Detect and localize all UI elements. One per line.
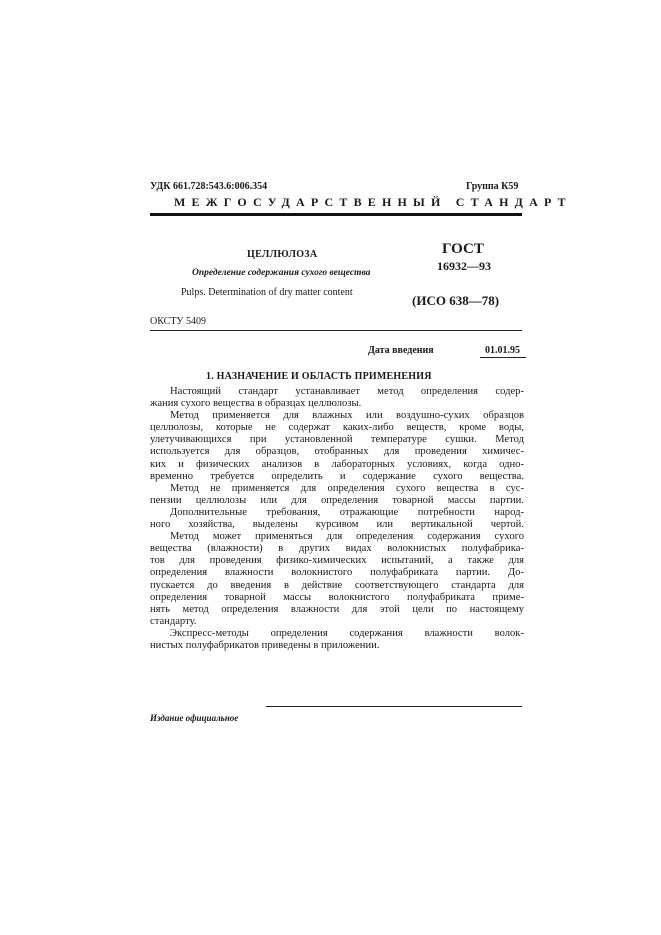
- section-heading: 1. НАЗНАЧЕНИЕ И ОБЛАСТЬ ПРИМЕНЕНИЯ: [206, 371, 432, 382]
- body-line: используется для образцов, отобранных для проведения химичес-: [150, 446, 524, 458]
- body-line: нистых полуфабрикатов приведены в приложении.: [150, 639, 380, 651]
- body-line: Метод не применяется для определения сухого вещества в сус-: [170, 482, 524, 494]
- body-line: определения товарной массы волокнистого полуфабриката приме-: [150, 591, 524, 603]
- date-underline: [480, 357, 526, 358]
- header-divider: [150, 330, 522, 331]
- body-line: целлюлозы, которые не содержат каких-либо веществ, кроме воды,: [150, 422, 524, 434]
- date-value: 01.01.95: [485, 345, 520, 356]
- group-code: Группа К59: [466, 181, 519, 192]
- body-line: ного хозяйства, выделены курсивом или вертикальной чертой.: [150, 519, 524, 531]
- body-line: временно требуется определить и содержание сухого вещества.: [150, 470, 524, 482]
- body-line: улетучивающихся при установленной температуре сушки. Метод: [150, 434, 524, 446]
- okstu-code: ОКСТУ 5409: [150, 316, 207, 327]
- body-line: Метод применяется для влажных или воздушно-сухих образцов: [170, 410, 524, 422]
- body-line: пускается до введения в действие соответствующего стандарта для: [150, 579, 524, 591]
- footer-rule: [266, 706, 522, 707]
- body-line: Настоящий стандарт устанавливает метод определения содер-: [170, 386, 524, 397]
- english-title: Pulps. Determination of dry matter content: [181, 287, 353, 298]
- gost-number: 16932—93: [437, 259, 491, 273]
- body-line: пензии целлюлозы или для определения товарной массы партии.: [150, 494, 524, 506]
- body-line: ких и физических анализов в лабораторных условиях, когда одно-: [150, 458, 524, 470]
- body-line: Метод может применяться для определения содержания сухого: [170, 531, 524, 543]
- body-line: Дополнительные требования, отражающие потребности народ-: [170, 506, 524, 518]
- date-label: Дата введения: [368, 345, 434, 356]
- body-text: [150, 386, 524, 652]
- body-line: жания сухого вещества в образцах целлюлозы.: [150, 398, 362, 410]
- gost-label: ГОСТ: [442, 241, 484, 257]
- udk-code: УДК 661.728:543.6:006.354: [150, 181, 268, 192]
- body-line: тов для проведения физико-химических испытаний, а также для: [150, 555, 524, 567]
- body-line: Экспресс-методы определения содержания влажности волок-: [170, 627, 524, 639]
- body-line: стандарту.: [150, 615, 197, 627]
- iso-reference: (ИСО 638—78): [412, 293, 500, 308]
- body-line: определения влажности волокнистого полуфабриката партии. До-: [150, 567, 524, 579]
- official-edition-note: Издание официальное: [150, 713, 239, 723]
- document-title: ЦЕЛЛЮЛОЗА: [247, 249, 318, 260]
- body-line: вещества (влажности) в других видах волокнистых полуфабрика-: [150, 543, 524, 555]
- banner-rule: [150, 213, 522, 216]
- standard-banner: МЕЖГОСУДАРСТВЕННЫЙ СТАНДАРТ: [174, 195, 572, 209]
- body-line: нять метод определения влажности для этой цели по настоящему: [150, 603, 524, 615]
- document-subtitle: Определение содержания сухого вещества: [192, 268, 371, 278]
